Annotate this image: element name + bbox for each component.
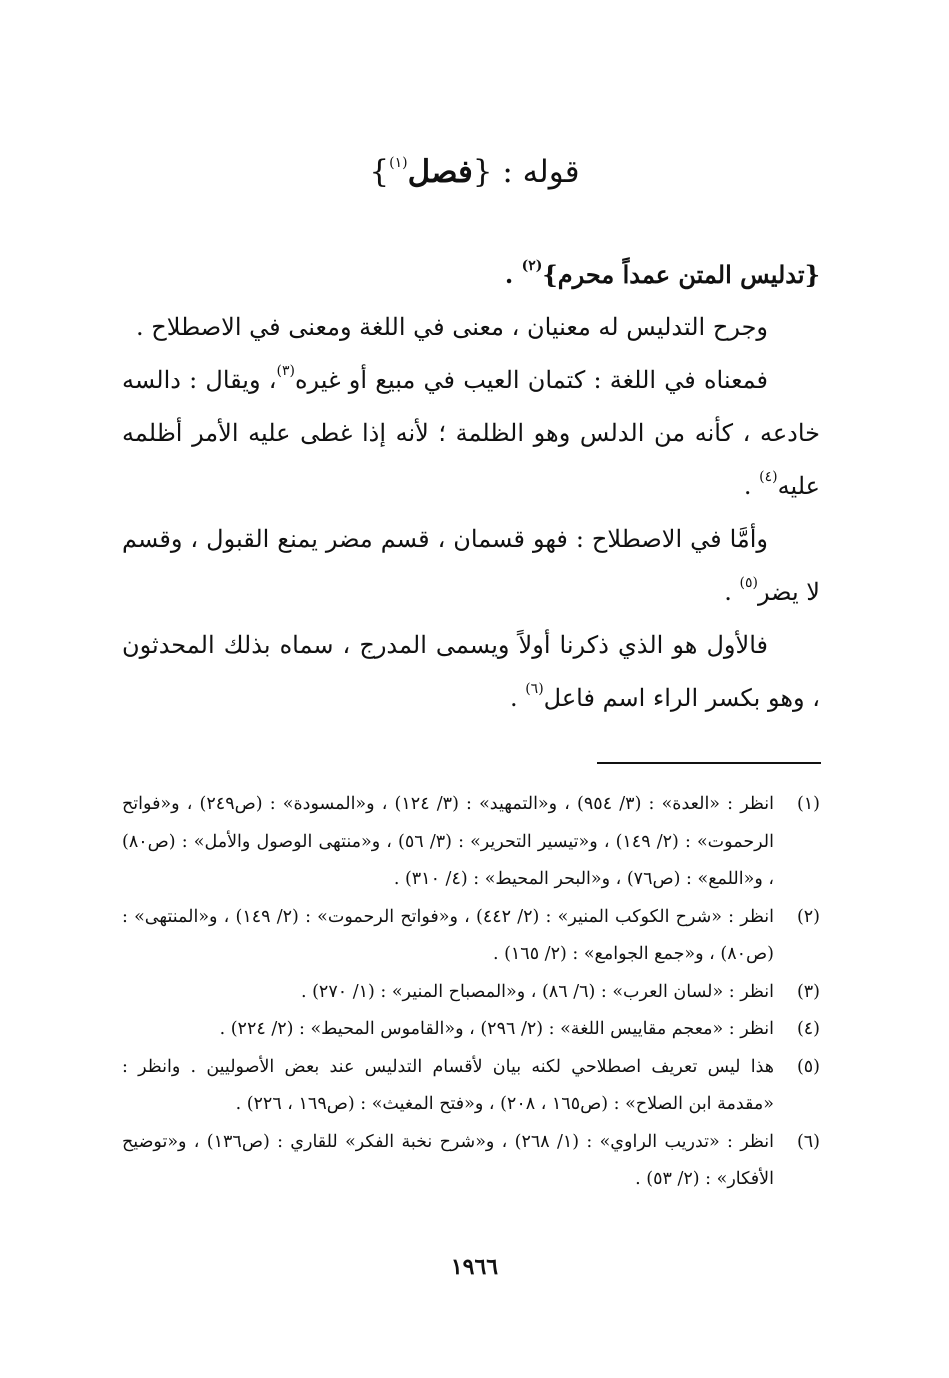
paragraph-4-text: فالأول هو الذي ذكرنا أولاً ويسمى المدرج ، سماه بذلك المحدثون ، وهو بكسر الراء اسم فاعل [122, 631, 820, 712]
footnote-separator [597, 762, 821, 764]
footnote-4 [122, 1011, 820, 1049]
paragraph-3-text: وأمَّا في الاصطلاح : فهو قسمان ، قسم مضر يمنع القبول ، وقسم لا يضر [122, 525, 820, 606]
footnote-mark: (٢) [521, 258, 543, 274]
heading-suffix: } [369, 154, 390, 190]
footnote-text: انظر : «معجم مقاييس اللغة» : (٢/ ٢٩٦) ، و«القاموس المحيط» : (٢/ ٢٢٤) . [219, 1019, 774, 1039]
footnote-number: (٥) [796, 1056, 820, 1077]
quoted-matn-line [122, 248, 820, 301]
footnote-number: (١) [796, 794, 820, 814]
paragraph-2 [122, 354, 820, 513]
footnote-number: (٢) [796, 906, 820, 927]
paragraph-2-text-b: ، ويقال : دالسه خادعه ، كأنه من الدلس وهو الظلمة ؛ لأنه إذا غطى عليه الأمر أظلمه عليه [122, 366, 820, 500]
footnote-1 [122, 786, 820, 899]
footnote-mark: (٤) [759, 469, 778, 485]
footnote-5 [122, 1049, 820, 1124]
paragraph-3 [122, 513, 820, 619]
footnote-2 [122, 899, 820, 974]
paragraph-1-text: وجرح التدليس له معنيان ، معنى في اللغة ومعنى في الاصطلاح . [136, 313, 768, 341]
heading-prefix: قوله : { [472, 154, 580, 190]
matn-end: . [504, 260, 522, 289]
footnote-number: (٤) [796, 1019, 820, 1039]
paragraph-1 [122, 301, 820, 354]
footnote-text: انظر : «تدريب الراوي» : (١/ ٢٦٨) ، و«شرح نخبة الفكر» للقاري : (ص١٣٦) ، و«توضيح الأفكار» : (٢/ ٥٣) . [122, 1131, 774, 1189]
paragraph-4 [122, 619, 820, 725]
footnote-text: هذا ليس تعريف اصطلاحي لكنه بيان لأقسام التدليس عند بعض الأصوليين . وانظر : «مقدمة ابن الصلاح» : (ص١٦٥ ، ٢٠٨) ، و«فتح المغيث» : (ص١٦٩ ، ٢٢٦) . [122, 1056, 774, 1114]
footnote-text: انظر : «لسان العرب» : (٦/ ٨٦) ، و«المصباح المنير» : (١/ ٢٧٠) . [300, 981, 774, 1002]
footnote-mark: (٦) [525, 681, 544, 697]
footnote-6 [122, 1124, 820, 1199]
section-heading [0, 148, 949, 196]
footnote-mark: (٥) [739, 575, 758, 591]
matn-text: {تدليس المتن عمداً محرم} [542, 260, 820, 289]
main-text [122, 248, 820, 725]
paragraph-2-text-a: فمعناه في اللغة : كتمان العيب في مبيع أو غيره [294, 366, 768, 394]
paragraph-3-end: . [724, 578, 740, 606]
heading-footnote-mark: (١) [389, 154, 408, 171]
paragraph-2-end: . [743, 472, 760, 500]
footnote-number: (٣) [796, 981, 820, 1002]
footnote-mark: (٣) [276, 363, 295, 379]
footnote-text: انظر : «شرح الكوكب المنير» : (٢/ ٤٤٢) ، و«فواتح الرحموت» : (٢/ ١٤٩) ، و«المنتهى» : (ص٨٠) ، و«جمع الجوامع» : (٢/ ١٦٥) . [122, 906, 774, 964]
paragraph-4-end: . [509, 684, 526, 712]
footnotes [122, 786, 820, 1199]
heading-bold-word: فصل [407, 154, 473, 190]
footnote-text: انظر : «العدة» : (٣/ ٩٥٤) ، و«التمهيد» : (٣/ ١٢٤) ، و«المسودة» : (ص٢٤٩) ، و«فواتح الرحموت» : (٢/ ١٤٩) ، و«تيسير التحرير» : (٣/ ٥٦) ، و«منتهى الوصول والأمل» : (ص٨٠) ، و«اللمع» : (ص٧٦) ، و«البحر المحيط» : (٤/ ٣١٠) . [122, 794, 774, 889]
footnote-3 [122, 974, 820, 1012]
page-number: ١٩٦٦ [450, 1254, 499, 1280]
footnote-number: (٦) [796, 1131, 820, 1152]
